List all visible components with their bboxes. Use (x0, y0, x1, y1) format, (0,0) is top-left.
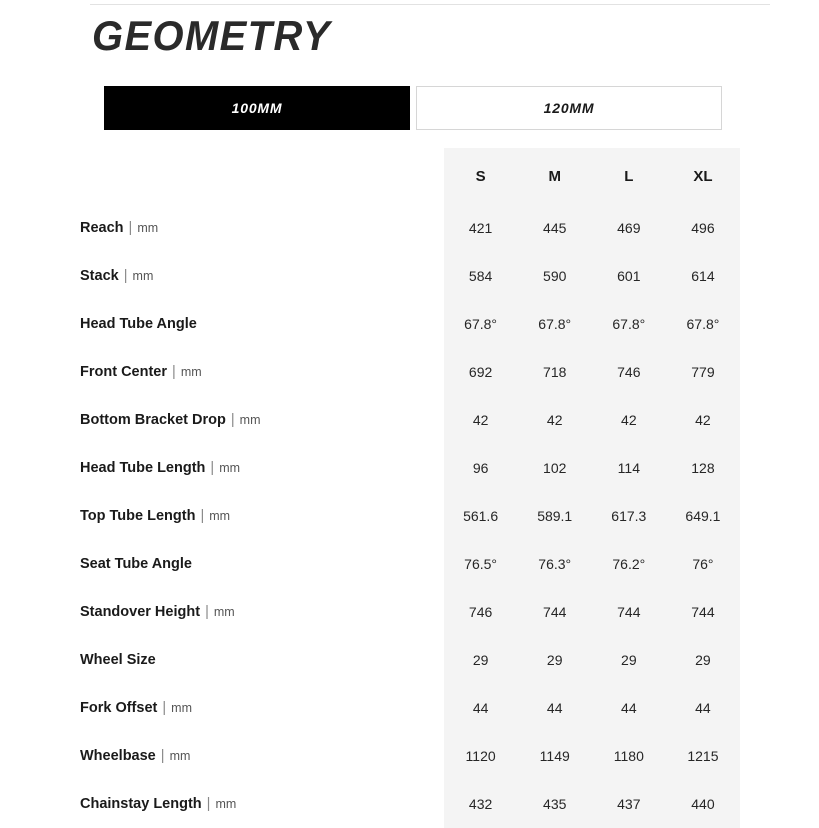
cell-l: 44 (592, 684, 666, 732)
cell-xl: 44 (666, 684, 740, 732)
table-header-row (80, 148, 740, 204)
travel-toggle-group (104, 86, 722, 130)
row-unit: mm (180, 365, 202, 379)
row-label (80, 444, 444, 492)
table-row (80, 492, 740, 540)
row-label-text: Head Tube Angle (80, 316, 197, 332)
table-row (80, 300, 740, 348)
cell-m: 435 (518, 780, 592, 828)
row-label (80, 300, 444, 348)
cell-m: 44 (518, 684, 592, 732)
row-label-text: Stack (80, 268, 119, 284)
row-label-text: Wheelbase (80, 748, 156, 764)
toggle-120mm[interactable]: 120MM (416, 86, 722, 130)
cell-m: 744 (518, 588, 592, 636)
row-label-text: Reach (80, 220, 124, 236)
row-label (80, 396, 444, 444)
row-label (80, 492, 444, 540)
cell-l: 744 (592, 588, 666, 636)
cell-xl: 67.8° (666, 300, 740, 348)
label-separator: | (201, 604, 213, 620)
cell-s: 584 (444, 252, 518, 300)
cell-xl: 42 (666, 396, 740, 444)
cell-s: 67.8° (444, 300, 518, 348)
row-unit: mm (132, 269, 154, 283)
header-spacer (80, 148, 444, 204)
cell-l: 469 (592, 204, 666, 252)
label-separator: | (196, 508, 209, 524)
cell-xl: 779 (666, 348, 740, 396)
label-separator: | (168, 364, 180, 380)
header-size-xl: XL (666, 148, 740, 204)
table-row (80, 540, 740, 588)
table-row (80, 252, 740, 300)
toggle-100mm[interactable]: 100MM (104, 86, 410, 130)
cell-s: 561.6 (444, 492, 518, 540)
table-body (80, 204, 740, 828)
table-row (80, 588, 740, 636)
cell-s: 96 (444, 444, 518, 492)
cell-xl: 614 (666, 252, 740, 300)
row-unit: mm (209, 509, 231, 523)
top-divider (90, 4, 770, 5)
row-unit: mm (137, 221, 159, 235)
row-label (80, 684, 444, 732)
cell-s: 44 (444, 684, 518, 732)
cell-m: 590 (518, 252, 592, 300)
cell-s: 432 (444, 780, 518, 828)
cell-s: 42 (444, 396, 518, 444)
cell-m: 718 (518, 348, 592, 396)
label-separator: | (158, 700, 171, 716)
row-unit: mm (219, 461, 241, 475)
row-label (80, 636, 444, 684)
cell-s: 746 (444, 588, 518, 636)
cell-xl: 440 (666, 780, 740, 828)
row-unit: mm (169, 749, 191, 763)
cell-xl: 744 (666, 588, 740, 636)
cell-s: 692 (444, 348, 518, 396)
cell-l: 29 (592, 636, 666, 684)
row-label-text: Chainstay Length (80, 796, 202, 812)
cell-l: 601 (592, 252, 666, 300)
header-size-l: L (592, 148, 666, 204)
row-label (80, 780, 444, 828)
label-separator: | (156, 748, 169, 764)
label-separator: | (202, 796, 215, 812)
row-label-text: Wheel Size (80, 652, 156, 668)
row-label-text: Seat Tube Angle (80, 556, 192, 572)
cell-l: 67.8° (592, 300, 666, 348)
cell-s: 1120 (444, 732, 518, 780)
row-label-text: Head Tube Length (80, 460, 206, 476)
row-label (80, 252, 444, 300)
row-label-text: Front Center (80, 364, 167, 380)
cell-l: 1180 (592, 732, 666, 780)
cell-m: 76.3° (518, 540, 592, 588)
cell-l: 437 (592, 780, 666, 828)
table-row (80, 396, 740, 444)
row-label-text: Fork Offset (80, 700, 158, 716)
row-unit: mm (171, 701, 192, 715)
cell-m: 1149 (518, 732, 592, 780)
table-row (80, 348, 740, 396)
cell-m: 589.1 (518, 492, 592, 540)
row-unit: mm (239, 413, 261, 427)
table-row (80, 780, 740, 828)
row-unit: mm (213, 605, 235, 619)
table-row (80, 636, 740, 684)
row-label (80, 204, 444, 252)
cell-xl: 76° (666, 540, 740, 588)
geometry-table (80, 148, 740, 828)
cell-xl: 29 (666, 636, 740, 684)
cell-m: 42 (518, 396, 592, 444)
row-label (80, 348, 444, 396)
row-label (80, 588, 444, 636)
cell-xl: 496 (666, 204, 740, 252)
header-size-s: S (444, 148, 518, 204)
page-title: GEOMETRY (92, 12, 332, 59)
cell-l: 42 (592, 396, 666, 444)
cell-xl: 649.1 (666, 492, 740, 540)
cell-l: 746 (592, 348, 666, 396)
cell-m: 67.8° (518, 300, 592, 348)
cell-s: 29 (444, 636, 518, 684)
cell-l: 617.3 (592, 492, 666, 540)
label-separator: | (124, 220, 137, 236)
cell-l: 76.2° (592, 540, 666, 588)
table-row (80, 444, 740, 492)
cell-m: 445 (518, 204, 592, 252)
row-label (80, 540, 444, 588)
cell-s: 421 (444, 204, 518, 252)
cell-l: 114 (592, 444, 666, 492)
cell-xl: 128 (666, 444, 740, 492)
row-unit: mm (215, 797, 237, 811)
table-row (80, 732, 740, 780)
geometry-table-wrap (80, 148, 740, 828)
row-label (80, 732, 444, 780)
label-separator: | (119, 268, 132, 284)
label-separator: | (226, 412, 239, 428)
label-separator: | (206, 460, 219, 476)
row-label-text: Bottom Bracket Drop (80, 412, 226, 428)
cell-s: 76.5° (444, 540, 518, 588)
table-row (80, 684, 740, 732)
cell-m: 102 (518, 444, 592, 492)
header-size-m: M (518, 148, 592, 204)
row-label-text: Top Tube Length (80, 508, 196, 524)
cell-m: 29 (518, 636, 592, 684)
table-row (80, 204, 740, 252)
row-label-text: Standover Height (80, 604, 201, 620)
cell-xl: 1215 (666, 732, 740, 780)
